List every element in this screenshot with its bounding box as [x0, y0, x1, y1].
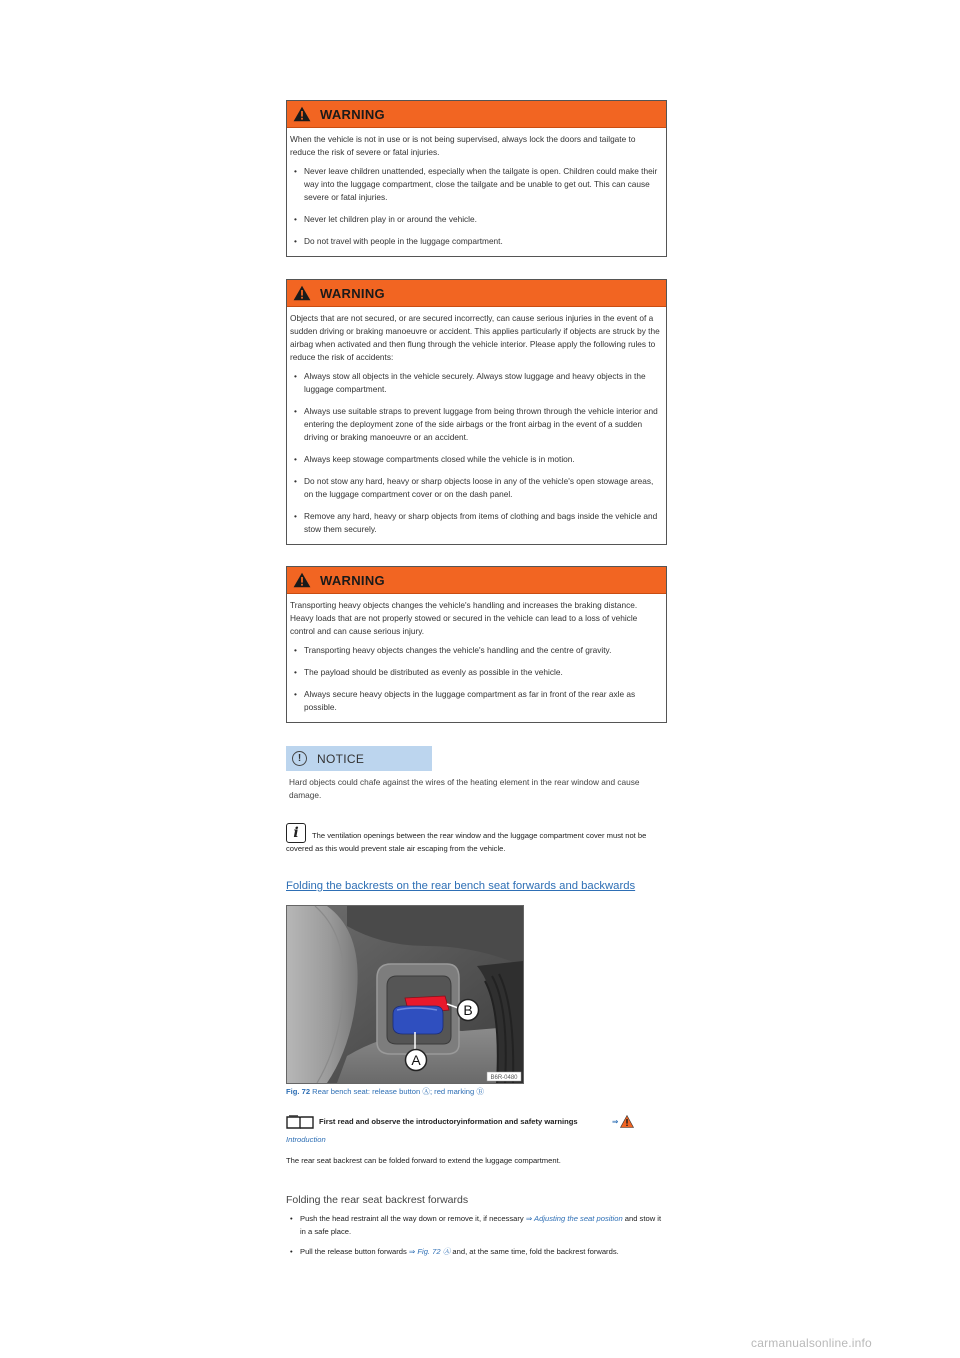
warning-triangle-icon — [293, 572, 311, 588]
read-first-row — [286, 1114, 667, 1132]
exclamation-circle-icon: ! — [292, 751, 307, 766]
step-text: Push the head restraint all the way down or remove it, if necessary — [300, 1214, 526, 1223]
adjusting-seat-position-link[interactable]: ⇒ Adjusting the seat position — [525, 1214, 623, 1223]
figure-caption — [286, 1086, 484, 1097]
steps-list — [286, 1213, 667, 1267]
warning-triangle-icon[interactable] — [620, 1115, 634, 1128]
rear-seat-illustration — [287, 906, 523, 1083]
warning-box-children — [286, 100, 667, 257]
watermark: carmanualsonline.info — [751, 1336, 872, 1350]
warning-item: • Always use suitable straps to prevent luggage from being thrown through the vehicle interior and entering the deployment zone of the side airbags or the front airbag in the event of a sudden driving or braking manoeuvre or an accident. — [290, 405, 662, 444]
callout-b-label: B — [463, 1002, 473, 1018]
warning-intro: Objects that are not secured, or are secured incorrectly, can cause serious injuries in the event of a sudden driving or braking manoeuvre or accident. This applies particularly if objects are struck by the airbag when activated and then flung through the vehicle interior. Please apply the following rules to reduce the risk of accidents: — [290, 313, 660, 362]
read-first-text: First read and observe the introductoryinformation and safety warnings — [319, 1117, 578, 1126]
warning-item: • Do not stow any hard, heavy or sharp objects loose in any of the vehicle's open stowage areas, on the luggage compartment cover or on the dash panel. — [290, 475, 662, 501]
open-book-icon — [286, 1115, 314, 1129]
warning-intro: Transporting heavy objects changes the vehicle's handling and increases the braking distance. Heavy loads that are not properly stowed or secured in the vehicle can lead to a loss of vehicle control and can cause serious injury. — [290, 600, 638, 636]
fig-72-link[interactable]: ⇒ Fig. 72 Ⓐ — [408, 1247, 451, 1256]
warning-item: • Always secure heavy objects in the luggage compartment as far in front of the rear axle as possible. — [290, 688, 662, 714]
warning-item: • Never leave children unattended, especially when the tailgate is open. Children could make their way into the luggage compartment, close the tailgate and be unable to get out. This can cause severe or fatal injuries. — [290, 165, 662, 204]
read-first-arrow[interactable]: ⇒ — [612, 1117, 619, 1126]
warning-list — [290, 165, 662, 248]
warning-intro: When the vehicle is not in use or is not being supervised, always lock the doors and tailgate to reduce the risk of severe or fatal injuries. — [290, 134, 636, 157]
warning-box-heavy-objects — [286, 566, 667, 723]
subheading: Folding the rear seat backrest forwards — [286, 1194, 469, 1206]
figure-number: Fig. 72 — [286, 1087, 311, 1096]
step-text: Pull the release button forwards — [300, 1247, 409, 1256]
info-icon: i — [286, 823, 306, 843]
figure-code: B6R-0480 — [490, 1075, 518, 1081]
step-text: and, at the same time, fold the backrest forwards. — [450, 1247, 619, 1256]
warning-body — [287, 594, 666, 722]
warning-header — [287, 101, 666, 128]
figure-caption-text: Rear bench seat: release button Ⓐ; red marking Ⓑ — [310, 1087, 484, 1096]
warning-item: • Never let children play in or around the vehicle. — [290, 213, 662, 226]
notice-title: NOTICE — [317, 751, 365, 766]
notice-header — [286, 746, 432, 771]
warning-list — [290, 644, 662, 714]
warning-list — [290, 370, 662, 536]
section-title-link[interactable]: Folding the backrests on the rear bench seat forwards and backwards — [286, 880, 636, 892]
warning-triangle-icon — [293, 106, 311, 122]
step-item — [286, 1246, 667, 1259]
warning-item: • Transporting heavy objects changes the vehicle's handling and the centre of gravity. — [290, 644, 662, 657]
body-paragraph: The rear seat backrest can be folded forward to extend the luggage compartment. — [286, 1156, 561, 1165]
introduction-link[interactable]: Introduction — [286, 1135, 326, 1144]
warning-header — [287, 280, 666, 307]
warning-item: • Always keep stowage compartments closed while the vehicle is in motion. — [290, 453, 662, 466]
warning-item: • Always stow all objects in the vehicle securely. Always stow luggage and heavy objects in the luggage compartment. — [290, 370, 662, 396]
warning-body — [287, 128, 666, 256]
warning-body — [287, 307, 666, 544]
warning-title: WARNING — [320, 106, 385, 122]
step-item — [286, 1213, 667, 1238]
warning-item: • Remove any hard, heavy or sharp objects from items of clothing and bags inside the vehicle and stow them securely. — [290, 510, 662, 536]
warning-title: WARNING — [320, 572, 385, 588]
warning-title: WARNING — [320, 285, 385, 301]
step-text: and stow it in a safe place. — [300, 1214, 662, 1236]
warning-item: • The payload should be distributed as evenly as possible in the vehicle. — [290, 666, 662, 679]
warning-box-objects — [286, 279, 667, 545]
info-note-text: The ventilation openings between the rear window and the luggage compartment cover must not be covered as this would prevent stale air escaping from the vehicle. — [286, 831, 647, 853]
figure-rear-seat-release — [286, 905, 524, 1084]
warning-triangle-icon — [293, 285, 311, 301]
notice-text: Hard objects could chafe against the wires of the heating element in the rear window and cause damage. — [289, 777, 640, 800]
warning-header — [287, 567, 666, 594]
warning-item: • Do not travel with people in the luggage compartment. — [290, 235, 662, 248]
callout-a-label: A — [411, 1052, 421, 1068]
